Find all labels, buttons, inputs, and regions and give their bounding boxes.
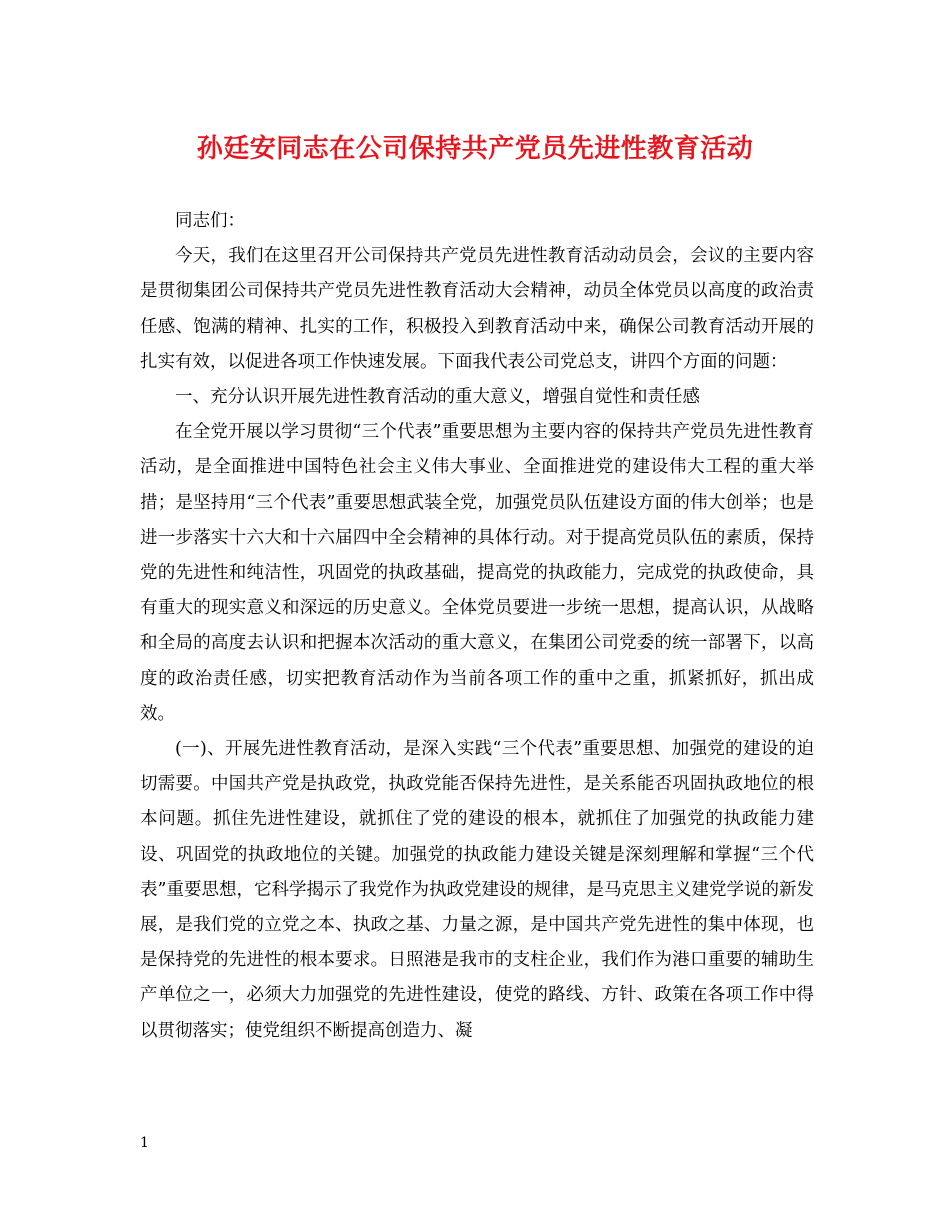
paragraph-section-1: 在全党开展以学习贯彻“三个代表”重要思想为主要内容的保持共产党员先进性教育活动，是全面推进中国特色社会主义伟大事业、全面推进党的建设伟大工程的重大举措；是坚持用“三个代表”重要思想武装全党，加强党员队伍建设方面的伟大创举；也是进一步落实十六大和十六届四中全会精神的具体行动。对于提高党员队伍的素质，保持党的先进性和纯洁性，巩固党的执政基础，提高党的执政能力，完成党的执政使命，具有重大的现实意义和深远的历史意义。全体党员要进一步统一思想，提高认识，从战略和全局的高度去认识和把握本次活动的重大意义，在集团公司党委的统一部署下，以高度的政治责任感，切实把教育活动作为当前各项工作的重中之重，抓紧抓好，抓出成效。 — [140, 422, 814, 724]
document-body — [140, 204, 814, 1049]
page-number: 1 — [140, 1135, 149, 1151]
section-heading-1: 一、充分认识开展先进性教育活动的重大意义，增强自觉性和责任感 — [175, 387, 700, 408]
paragraph-salutation: 同志们： — [175, 211, 245, 231]
paragraph-subsection-1: (一)、开展先进性教育活动，是深入实践“三个代表”重要思想、加强党的建设的迫切需要。中国共产党是执政党，执政党能否保持先进性，是关系能否巩固执政地位的根本问题。抓住先进性建设，就抓住了党的建设的根本，就抓住了加强党的执政能力建设、巩固党的执政地位的关键。加强党的执政能力建设关键是深刻理解和掌握“三个代表”重要思想，它科学揭示了我党作为执政党建设的规律，是马克思主义建党学说的新发展，是我们党的立党之本、执政之基、力量之源，是中国共产党先进性的集中体现，也是保持党的先进性的根本要求。日照港是我市的支柱企业，我们作为港口重要的辅助生产单位之一，必须大力加强党的先进性建设，使党的路线、方针、政策在各项工作中得以贯彻落实；使党组织不断提高创造力、凝 — [140, 739, 814, 1041]
paragraph-intro: 今天，我们在这里召开公司保持共产党员先进性教育活动动员会，会议的主要内容是贯彻集团公司保持共产党员先进性教育活动大会精神，动员全体党员以高度的政治责任感、饱满的精神、扎实的工作，积极投入到教育活动中来，确保公司教育活动开展的扎实有效，以促进各项工作快速发展。下面我代表公司党总支，讲四个方面的问题： — [140, 246, 814, 372]
document-title: 孙廷安同志在公司保持共产党员先进性教育活动 — [196, 134, 754, 164]
